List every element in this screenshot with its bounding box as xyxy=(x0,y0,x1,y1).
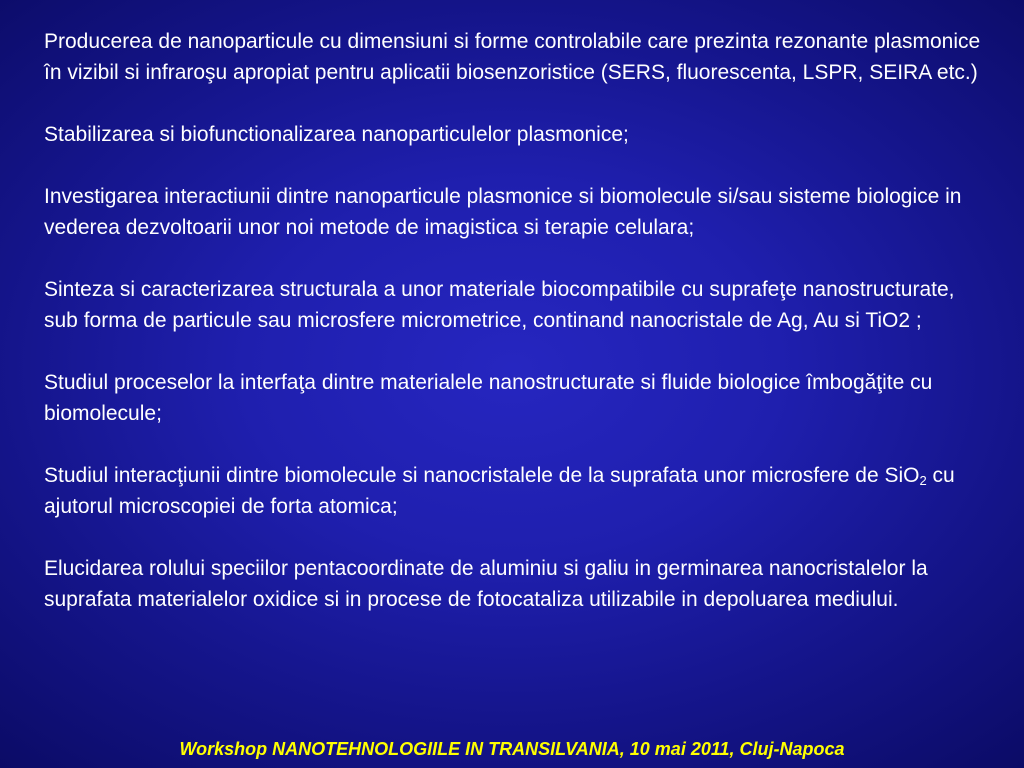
paragraph-interaction-investigation: Investigarea interactiunii dintre nanoparticule plasmonice si biomolecule si/sau sisteme biologice in vederea dezvoltoarii unor noi metode de imagistica si terapie celulara; xyxy=(44,185,962,239)
paragraph-afm-study-text-end: cu ajutorul microscopiei de forta atomica; xyxy=(44,464,955,518)
slide-body xyxy=(44,26,994,615)
paragraph-afm-study-text: Studiul interacţiunii dintre biomolecule si nanocristalele de la suprafata unor microsfere de SiO xyxy=(44,464,920,487)
footer-workshop: Workshop NANOTEHNOLOGIILE IN TRANSILVANIA, 10 mai 2011, Cluj-Napoca xyxy=(179,739,845,759)
paragraph-interface-study: Studiul proceselor la interfaţa dintre materialele nanostructurate si fluide biologice îmbogăţite cu biomolecule; xyxy=(44,371,933,425)
paragraph-synthesis: Sinteza si caracterizarea structurala a unor materiale biocompatibile cu suprafeţe nanostructurate, sub forma de particule sau microsfere micrometrice, continand nanocristale de Ag, Au si TiO2 ; xyxy=(44,278,955,332)
paragraph-stabilization: Stabilizarea si biofunctionalizarea nanoparticulelor plasmonice; xyxy=(44,123,629,146)
subscript-2: 2 xyxy=(919,473,927,488)
paragraph-nanoparticle-production: Producerea de nanoparticule cu dimensiuni si forme controlabile care prezinta rezonante plasmonice în vizibil si infraroşu apropiat pentru aplicatii biosenzoristice (SERS, fluorescenta, LSPR, SEIRA etc.) xyxy=(44,30,981,84)
paragraph-aluminium-gallium: Elucidarea rolului speciilor pentacoordinate de aluminiu si galiu in germinarea nanocristalelor la suprafata materialelor oxidice si in procese de fotocataliza utilizabile in depoluarea mediului. xyxy=(44,557,928,611)
paragraph-afm-study xyxy=(44,460,994,522)
